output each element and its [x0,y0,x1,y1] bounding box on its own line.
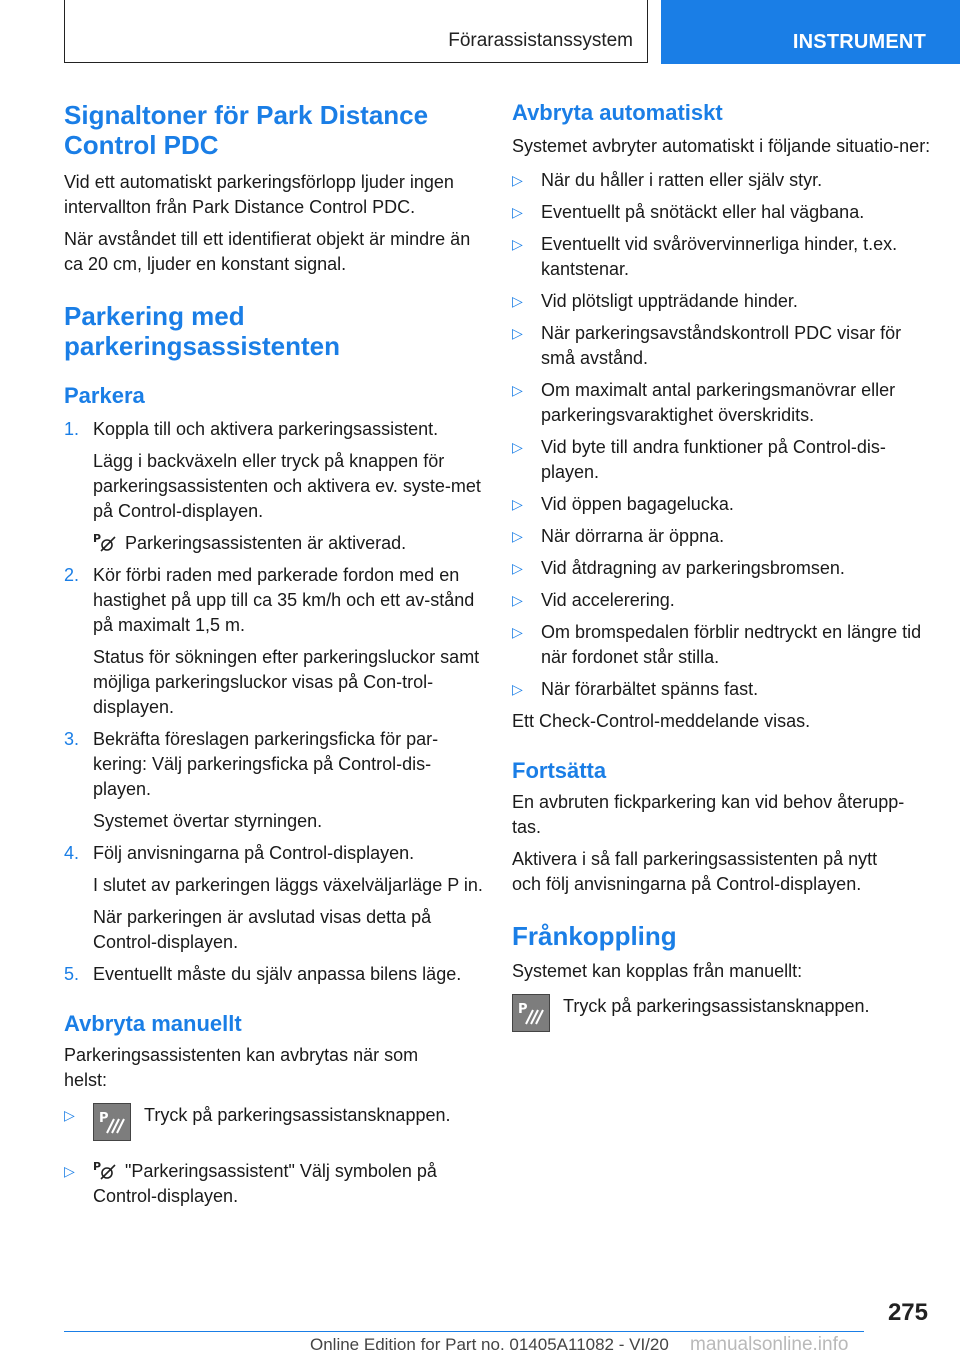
frankoppling-button-row [512,994,932,1032]
triangle-right-icon: ▷ [512,382,523,398]
list-item [64,727,484,802]
parking-assistant-icon [516,1000,546,1026]
step-subtext: I slutet av parkeringen läggs växelväljarläge P in. [93,875,483,895]
heading-parkera: Parkera [64,383,145,408]
triangle-right-icon: ▷ [512,325,523,341]
list-item [512,168,932,193]
list-item [512,588,932,613]
heading-avbryta-manuellt: Avbryta manuellt [64,1011,242,1036]
parking-assist-button-icon [93,1103,131,1141]
auto-item-text: När dörrarna är öppna. [541,526,725,546]
heading-fortsatta: Fortsätta [512,758,607,783]
parking-assistant-icon [97,1109,127,1135]
svg-text:P: P [93,532,102,545]
triangle-right-icon: ▷ [64,1107,75,1123]
right-column [512,100,932,1032]
list-item [512,435,932,485]
paragraph-signal-2: När avståndet till ett identifierat objekt är mindre än ca 20 cm, ljuder en konstant signal. [64,229,471,274]
heading-parkering-med: Parkering med parkeringsassistenten [64,301,341,361]
svg-text:P: P [99,1111,109,1126]
triangle-right-icon: ▷ [512,439,523,455]
auto-item-text: Vid öppen bagagelucka. [541,494,734,514]
step-number: 2. [64,565,80,585]
auto-item-text: Om bromspedalen förblir nedtryckt en längre tid när fordonet står stilla. [541,622,922,667]
step-subtext: När parkeringen är avslutad visas detta på Control-displayen. [93,907,432,952]
triangle-right-icon: ▷ [512,624,523,640]
paragraph-auto: Systemet avbryter automatiskt i följande situatio-ner: [512,136,931,156]
triangle-right-icon: ▷ [512,293,523,309]
list-item [512,492,932,517]
paragraph-signal-1: Vid ett automatiskt parkeringsförlopp ljuder ingen intervallton från Park Distance Control PDC. [64,172,454,217]
list-item [64,417,484,442]
auto-item-text: Vid accelerering. [541,590,675,610]
triangle-right-icon: ▷ [512,236,523,252]
paragraph-frankoppling: Systemet kan kopplas från manuellt: [512,961,803,981]
step-subtext-active: Parkeringsassistenten är aktiverad. [125,533,407,553]
triangle-right-icon: ▷ [512,172,523,188]
header-section-tab [64,0,648,63]
list-item [512,556,932,581]
step-subtext: Lägg i backväxeln eller tryck på knappen för parkeringsassistenten och aktivera ev. syste-met på Control-displayen. [93,451,481,521]
auto-item-text: Vid åtdragning av parkeringsbromsen. [541,558,845,578]
manual-item-symbol [93,1159,484,1209]
watermark: manualsonline.info [690,1334,849,1355]
header-section-title: Förarassistanssystem [448,30,633,51]
list-item [512,378,932,428]
step-text: Bekräfta föreslagen parkeringsficka för par-kering: Välj parkeringsficka på Control-dis-playen. [93,729,439,799]
parking-assistant-icon [93,1159,117,1181]
list-item [512,232,932,282]
manual-cancel-list [64,1103,484,1209]
auto-item-text: Vid plötsligt uppträdande hinder. [541,291,798,311]
step-subtext-status [93,531,484,556]
left-column [64,100,484,1216]
list-item [64,563,484,638]
triangle-right-icon: ▷ [512,204,523,220]
manual-item-text: "Parkeringsassistent" Välj symbolen på Control-displayen. [93,1161,437,1206]
auto-item-text: När förarbältet spänns fast. [541,679,759,699]
parking-steps [64,417,484,987]
step-subtext: Systemet övertar styrningen. [93,811,323,831]
parking-assist-button-icon [512,994,550,1032]
footer-edition: Online Edition for Part no. 01405A11082 - VI/20 [310,1335,669,1354]
auto-item-text: Om maximalt antal parkeringsmanövrar eller parkeringsvaraktighet överskridits. [541,380,896,425]
list-item [512,200,932,225]
triangle-right-icon: ▷ [512,681,523,697]
footer-divider [64,1331,864,1332]
step-number: 1. [64,419,80,439]
list-item [512,321,932,371]
svg-text:P: P [93,1160,102,1173]
auto-item-text: Vid byte till andra funktioner på Control-dis-playen. [541,437,886,482]
paragraph-check-control: Ett Check-Control-meddelande visas. [512,711,811,731]
triangle-right-icon: ▷ [512,592,523,608]
step-number: 3. [64,729,80,749]
triangle-right-icon: ▷ [512,528,523,544]
auto-item-text: När du håller i ratten eller själv styr. [541,170,823,190]
paragraph-fortsatta-2: Aktivera i så fall parkeringsassistenten på nytt och följ anvisningarna på Control-displayen. [512,849,878,894]
list-item [64,962,484,987]
auto-item-text: Eventuellt på snötäckt eller hal vägbana. [541,202,865,222]
step-text: Koppla till och aktivera parkeringsassistent. [93,419,439,439]
triangle-right-icon: ▷ [512,560,523,576]
list-item [64,1103,484,1141]
step-subtext: Status för sökningen efter parkeringsluckor samt möjliga parkeringsluckor visas på Con-trol-displayen. [93,647,480,717]
list-item [512,289,932,314]
auto-cancel-list [512,168,932,702]
heading-avbryta-automatiskt: Avbryta automatiskt [512,100,723,125]
header-chapter-tab [661,0,960,64]
list-item [512,620,932,670]
list-item [64,1159,484,1209]
svg-text:P: P [518,1002,528,1017]
step-text: Eventuellt måste du själv anpassa bilens läge. [93,964,462,984]
triangle-right-icon: ▷ [64,1163,75,1179]
manual-item-text: Tryck på parkeringsassistansknappen. [144,1105,451,1125]
auto-item-text: När parkeringsavståndskontroll PDC visar för små avstånd. [541,323,902,368]
header-chapter-title: INSTRUMENT [792,31,926,53]
list-item [64,841,484,866]
step-number: 5. [64,964,80,984]
page-number: 275 [887,1299,928,1326]
paragraph-fortsatta-1: En avbruten fickparkering kan vid behov återupp-tas. [512,792,905,837]
step-text: Följ anvisningarna på Control-displayen. [93,843,415,863]
heading-frankoppling: Frånkoppling [512,921,677,951]
heading-signaltoner: Signaltoner för Park Distance Control PDC [64,100,429,160]
step-number: 4. [64,843,80,863]
paragraph-manual: Parkeringsassistenten kan avbrytas när som helst: [64,1045,419,1090]
triangle-right-icon: ▷ [512,496,523,512]
list-item [512,524,932,549]
parking-assistant-icon [93,531,117,553]
auto-item-text: Eventuellt vid svårövervinnerliga hinder, t.ex. kantstenar. [541,234,898,279]
step-text: Kör förbi raden med parkerade fordon med en hastighet på upp till ca 35 km/h och ett av-stånd på maximalt 1,5 m. [93,565,475,635]
list-item [512,677,932,702]
frankoppling-button-text: Tryck på parkeringsassistansknappen. [563,996,870,1016]
